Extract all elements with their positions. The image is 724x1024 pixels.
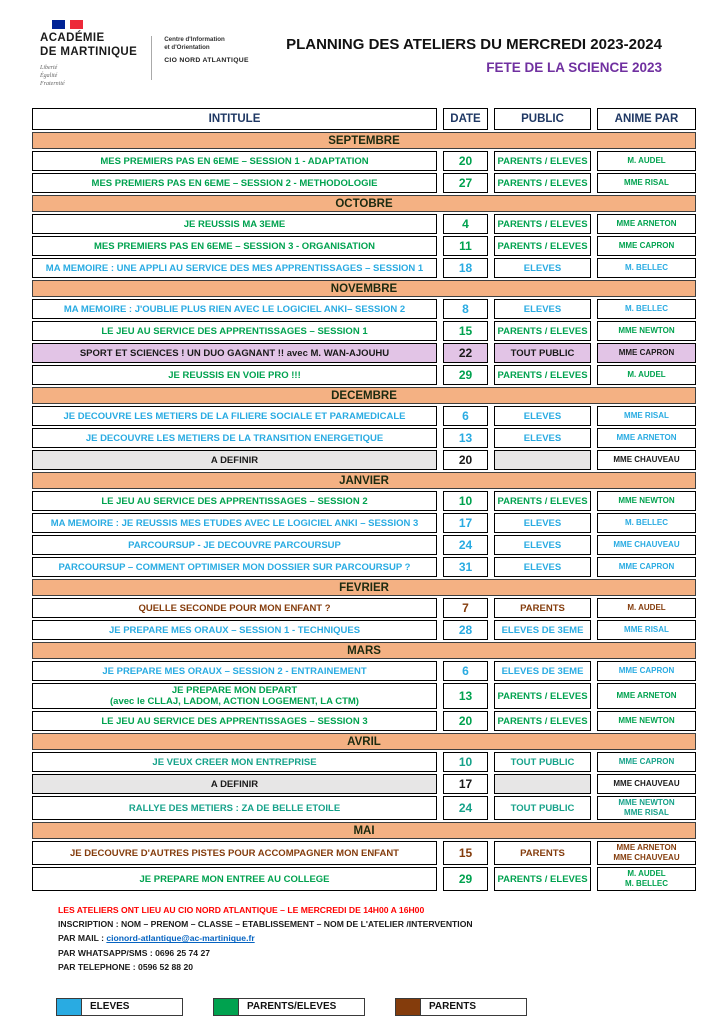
workshop-public (494, 450, 591, 470)
workshop-public: ELEVES (494, 406, 591, 426)
parents-eleves-color-swatch (214, 999, 239, 1015)
french-flag-icon (52, 20, 137, 29)
workshop-public: PARENTS / ELEVES (494, 867, 591, 891)
workshop-title: A DEFINIR (32, 774, 437, 794)
workshop-title: PARCOURSUP – COMMENT OPTIMISER MON DOSSIER SUR PARCOURSUP ? (32, 557, 437, 577)
workshop-row (32, 661, 696, 681)
workshop-date: 13 (443, 428, 488, 448)
workshop-title: MES PREMIERS PAS EN 6EME – SESSION 1 - ADAPTATION (32, 151, 437, 171)
workshop-row (32, 620, 696, 640)
workshop-title: PARCOURSUP - JE DECOUVRE PARCOURSUP (32, 535, 437, 555)
workshop-date: 6 (443, 406, 488, 426)
workshop-presenter: MME RISAL (597, 620, 696, 640)
workshop-date: 15 (443, 841, 488, 865)
column-header-anime-par: ANIME PAR (597, 108, 696, 130)
academie-logo (40, 20, 249, 88)
workshop-title: RALLYE DES METIERS : ZA DE BELLE ETOILE (32, 796, 437, 820)
workshop-date: 18 (443, 258, 488, 278)
workshop-date: 10 (443, 752, 488, 772)
page-subtitle: FETE DE LA SCIENCE 2023 (486, 60, 662, 75)
workshop-presenter: MME CAPRON (597, 752, 696, 772)
workshop-title: MA MEMOIRE : J'OUBLIE PLUS RIEN AVEC LE LOGICIEL ANKI– SESSION 2 (32, 299, 437, 319)
workshop-row (32, 321, 696, 341)
legend-item-parents-eleves: PARENTS/ELEVES (213, 998, 365, 1016)
workshop-date: 8 (443, 299, 488, 319)
month-label: JANVIER (32, 472, 696, 489)
workshop-row (32, 406, 696, 426)
workshop-row (32, 598, 696, 618)
workshop-presenter: MME NEWTON (597, 491, 696, 511)
workshop-presenter: MME CAPRON (597, 557, 696, 577)
workshop-presenter: M. AUDEL M. BELLEC (597, 867, 696, 891)
workshop-date: 17 (443, 774, 488, 794)
month-row (32, 733, 696, 750)
workshop-presenter: MME RISAL (597, 406, 696, 426)
workshop-date: 6 (443, 661, 488, 681)
workshop-public: TOUT PUBLIC (494, 796, 591, 820)
workshop-row (32, 236, 696, 256)
workshop-public: PARENTS / ELEVES (494, 365, 591, 385)
workshop-public: PARENTS / ELEVES (494, 236, 591, 256)
workshop-title: JE PREPARE MES ORAUX – SESSION 1 - TECHNIQUES (32, 620, 437, 640)
workshop-date: 4 (443, 214, 488, 234)
planning-table (26, 106, 702, 893)
workshop-title: LE JEU AU SERVICE DES APPRENTISSAGES – SESSION 3 (32, 711, 437, 731)
workshop-row (32, 557, 696, 577)
workshop-row (32, 683, 696, 709)
workshop-presenter: MME CAPRON (597, 236, 696, 256)
workshop-public: TOUT PUBLIC (494, 752, 591, 772)
workshop-title: JE DECOUVRE LES METIERS DE LA TRANSITION ENERGETIQUE (32, 428, 437, 448)
month-label: FEVRIER (32, 579, 696, 596)
workshop-presenter: MME CAPRON (597, 343, 696, 363)
workshop-row (32, 711, 696, 731)
workshop-date: 29 (443, 365, 488, 385)
workshop-title: LE JEU AU SERVICE DES APPRENTISSAGES – SESSION 1 (32, 321, 437, 341)
workshop-title: MA MEMOIRE : JE REUSSIS MES ETUDES AVEC LE LOGICIEL ANKI – SESSION 3 (32, 513, 437, 533)
color-legend (56, 998, 724, 1016)
workshop-presenter: MME CHAUVEAU (597, 535, 696, 555)
workshop-date: 24 (443, 796, 488, 820)
workshop-date: 20 (443, 450, 488, 470)
month-label: DECEMBRE (32, 387, 696, 404)
workshop-title: LE JEU AU SERVICE DES APPRENTISSAGES – SESSION 2 (32, 491, 437, 511)
workshop-row (32, 491, 696, 511)
workshop-row (32, 796, 696, 820)
workshop-row (32, 752, 696, 772)
workshop-public: PARENTS (494, 841, 591, 865)
workshop-public: ELEVES DE 3EME (494, 661, 591, 681)
workshop-presenter: MME RISAL (597, 173, 696, 193)
mail-note: PAR MAIL : cionord-atlantique@ac-martinique.fr (58, 933, 255, 944)
workshop-presenter: M. AUDEL (597, 365, 696, 385)
workshop-date: 15 (443, 321, 488, 341)
workshop-row (32, 513, 696, 533)
month-row (32, 472, 696, 489)
month-row (32, 579, 696, 596)
workshop-date: 28 (443, 620, 488, 640)
month-row (32, 280, 696, 297)
workshop-date: 31 (443, 557, 488, 577)
footer-notes (58, 903, 724, 974)
workshop-row (32, 151, 696, 171)
workshop-title: SPORT ET SCIENCES ! UN DUO GAGNANT !! avec M. WAN-AJOUHU (32, 343, 437, 363)
workshop-presenter: MME NEWTON MME RISAL (597, 796, 696, 820)
workshop-date: 17 (443, 513, 488, 533)
workshop-title: QUELLE SECONDE POUR MON ENFANT ? (32, 598, 437, 618)
workshop-public: PARENTS / ELEVES (494, 683, 591, 709)
legend-item-eleves: ELEVES (56, 998, 183, 1016)
workshop-presenter: MME ARNETON (597, 683, 696, 709)
workshop-presenter: M. AUDEL (597, 598, 696, 618)
workshop-public: ELEVES (494, 513, 591, 533)
workshop-title: JE REUSSIS EN VOIE PRO !!! (32, 365, 437, 385)
month-label: MAI (32, 822, 696, 839)
month-label: OCTOBRE (32, 195, 696, 212)
month-label: SEPTEMBRE (32, 132, 696, 149)
month-row (32, 132, 696, 149)
workshop-date: 20 (443, 711, 488, 731)
workshop-public: PARENTS / ELEVES (494, 321, 591, 341)
workshop-presenter: MME CAPRON (597, 661, 696, 681)
workshop-date: 11 (443, 236, 488, 256)
workshop-date: 20 (443, 151, 488, 171)
workshop-title: JE PREPARE MON DEPART (avec le CLLAJ, LADOM, ACTION LOGEMENT, LA CTM) (32, 683, 437, 709)
workshop-public (494, 774, 591, 794)
workshop-presenter: MME CHAUVEAU (597, 450, 696, 470)
cio-block: Centre d'Information et d'Orientation CIO NORD ATLANTIQUE (164, 36, 249, 65)
column-header-row (32, 108, 696, 130)
workshop-date: 24 (443, 535, 488, 555)
workshop-public: PARENTS (494, 598, 591, 618)
workshop-presenter: MME NEWTON (597, 711, 696, 731)
workshop-row (32, 343, 696, 363)
workshop-row (32, 365, 696, 385)
workshop-public: PARENTS / ELEVES (494, 491, 591, 511)
workshop-presenter: MME NEWTON (597, 321, 696, 341)
month-label: AVRIL (32, 733, 696, 750)
workshop-presenter: M. BELLEC (597, 299, 696, 319)
workshop-row (32, 841, 696, 865)
workshop-title: JE DECOUVRE D'AUTRES PISTES POUR ACCOMPAGNER MON ENFANT (32, 841, 437, 865)
workshop-date: 22 (443, 343, 488, 363)
workshop-public: TOUT PUBLIC (494, 343, 591, 363)
eleves-color-swatch (57, 999, 82, 1015)
workshop-date: 10 (443, 491, 488, 511)
workshop-row (32, 535, 696, 555)
workshop-row (32, 258, 696, 278)
workshop-public: ELEVES (494, 258, 591, 278)
month-row (32, 387, 696, 404)
column-header-intitule: INTITULE (32, 108, 437, 130)
workshop-presenter: M. BELLEC (597, 513, 696, 533)
page-header (0, 0, 724, 96)
column-header-date: DATE (443, 108, 488, 130)
republic-motto: Liberté Égalité Fraternité (40, 64, 65, 87)
workshop-date: 29 (443, 867, 488, 891)
workshop-row (32, 173, 696, 193)
workshop-title: A DEFINIR (32, 450, 437, 470)
month-row (32, 642, 696, 659)
workshop-date: 7 (443, 598, 488, 618)
workshop-public: ELEVES DE 3EME (494, 620, 591, 640)
column-header-public: PUBLIC (494, 108, 591, 130)
workshop-public: PARENTS / ELEVES (494, 214, 591, 234)
academie-name: ACADÉMIE DE MARTINIQUE (40, 32, 138, 58)
location-notice: LES ATELIERS ONT LIEU AU CIO NORD ATLANTIQUE – LE MERCREDI DE 14H00 A 16H00 (58, 905, 425, 915)
workshop-row (32, 450, 696, 470)
workshop-date: 27 (443, 173, 488, 193)
workshop-presenter: MME ARNETON MME CHAUVEAU (597, 841, 696, 865)
month-label: MARS (32, 642, 696, 659)
document-titles (286, 36, 662, 75)
workshop-public: ELEVES (494, 557, 591, 577)
workshop-row (32, 867, 696, 891)
workshop-public: ELEVES (494, 428, 591, 448)
mail-link[interactable]: cionord-atlantique@ac-martinique.fr (106, 933, 255, 944)
workshop-title: JE PREPARE MES ORAUX – SESSION 2 - ENTRAINEMENT (32, 661, 437, 681)
workshop-title: JE PREPARE MON ENTREE AU COLLEGE (32, 867, 437, 891)
month-row (32, 822, 696, 839)
workshop-title: JE VEUX CREER MON ENTREPRISE (32, 752, 437, 772)
workshop-title: MES PREMIERS PAS EN 6EME – SESSION 3 - ORGANISATION (32, 236, 437, 256)
workshop-row (32, 214, 696, 234)
legend-item-parents: PARENTS (395, 998, 527, 1016)
phone-note: PAR TELEPHONE : 0596 52 88 20 (58, 961, 194, 972)
workshop-presenter: M. BELLEC (597, 258, 696, 278)
workshop-presenter: MME ARNETON (597, 428, 696, 448)
workshop-public: ELEVES (494, 299, 591, 319)
workshop-presenter: M. AUDEL (597, 151, 696, 171)
workshop-presenter: MME ARNETON (597, 214, 696, 234)
whatsapp-note: PAR WHATSAPP/SMS : 0696 25 74 27 (58, 947, 211, 958)
planning-rows (32, 132, 696, 891)
page-title: PLANNING DES ATELIERS DU MERCREDI 2023-2024 (286, 36, 662, 53)
workshop-presenter: MME CHAUVEAU (597, 774, 696, 794)
workshop-public: PARENTS / ELEVES (494, 711, 591, 731)
cio-name: CIO NORD ATLANTIQUE (164, 57, 249, 65)
workshop-title: JE REUSSIS MA 3EME (32, 214, 437, 234)
parents-color-swatch (396, 999, 421, 1015)
workshop-title: MES PREMIERS PAS EN 6EME – SESSION 2 - METHODOLOGIE (32, 173, 437, 193)
workshop-title: JE DECOUVRE LES METIERS DE LA FILIERE SOCIALE ET PARAMEDICALE (32, 406, 437, 426)
workshop-public: ELEVES (494, 535, 591, 555)
workshop-title: MA MEMOIRE : UNE APPLI AU SERVICE DES MES APPRENTISSAGES – SESSION 1 (32, 258, 437, 278)
workshop-date: 13 (443, 683, 488, 709)
inscription-note: INSCRIPTION : NOM – PRENOM – CLASSE – ETABLISSEMENT – NOM DE L'ATELIER /INTERVENTION (58, 919, 473, 930)
month-row (32, 195, 696, 212)
workshop-public: PARENTS / ELEVES (494, 173, 591, 193)
workshop-row (32, 428, 696, 448)
workshop-public: PARENTS / ELEVES (494, 151, 591, 171)
workshop-row (32, 299, 696, 319)
month-label: NOVEMBRE (32, 280, 696, 297)
workshop-row (32, 774, 696, 794)
